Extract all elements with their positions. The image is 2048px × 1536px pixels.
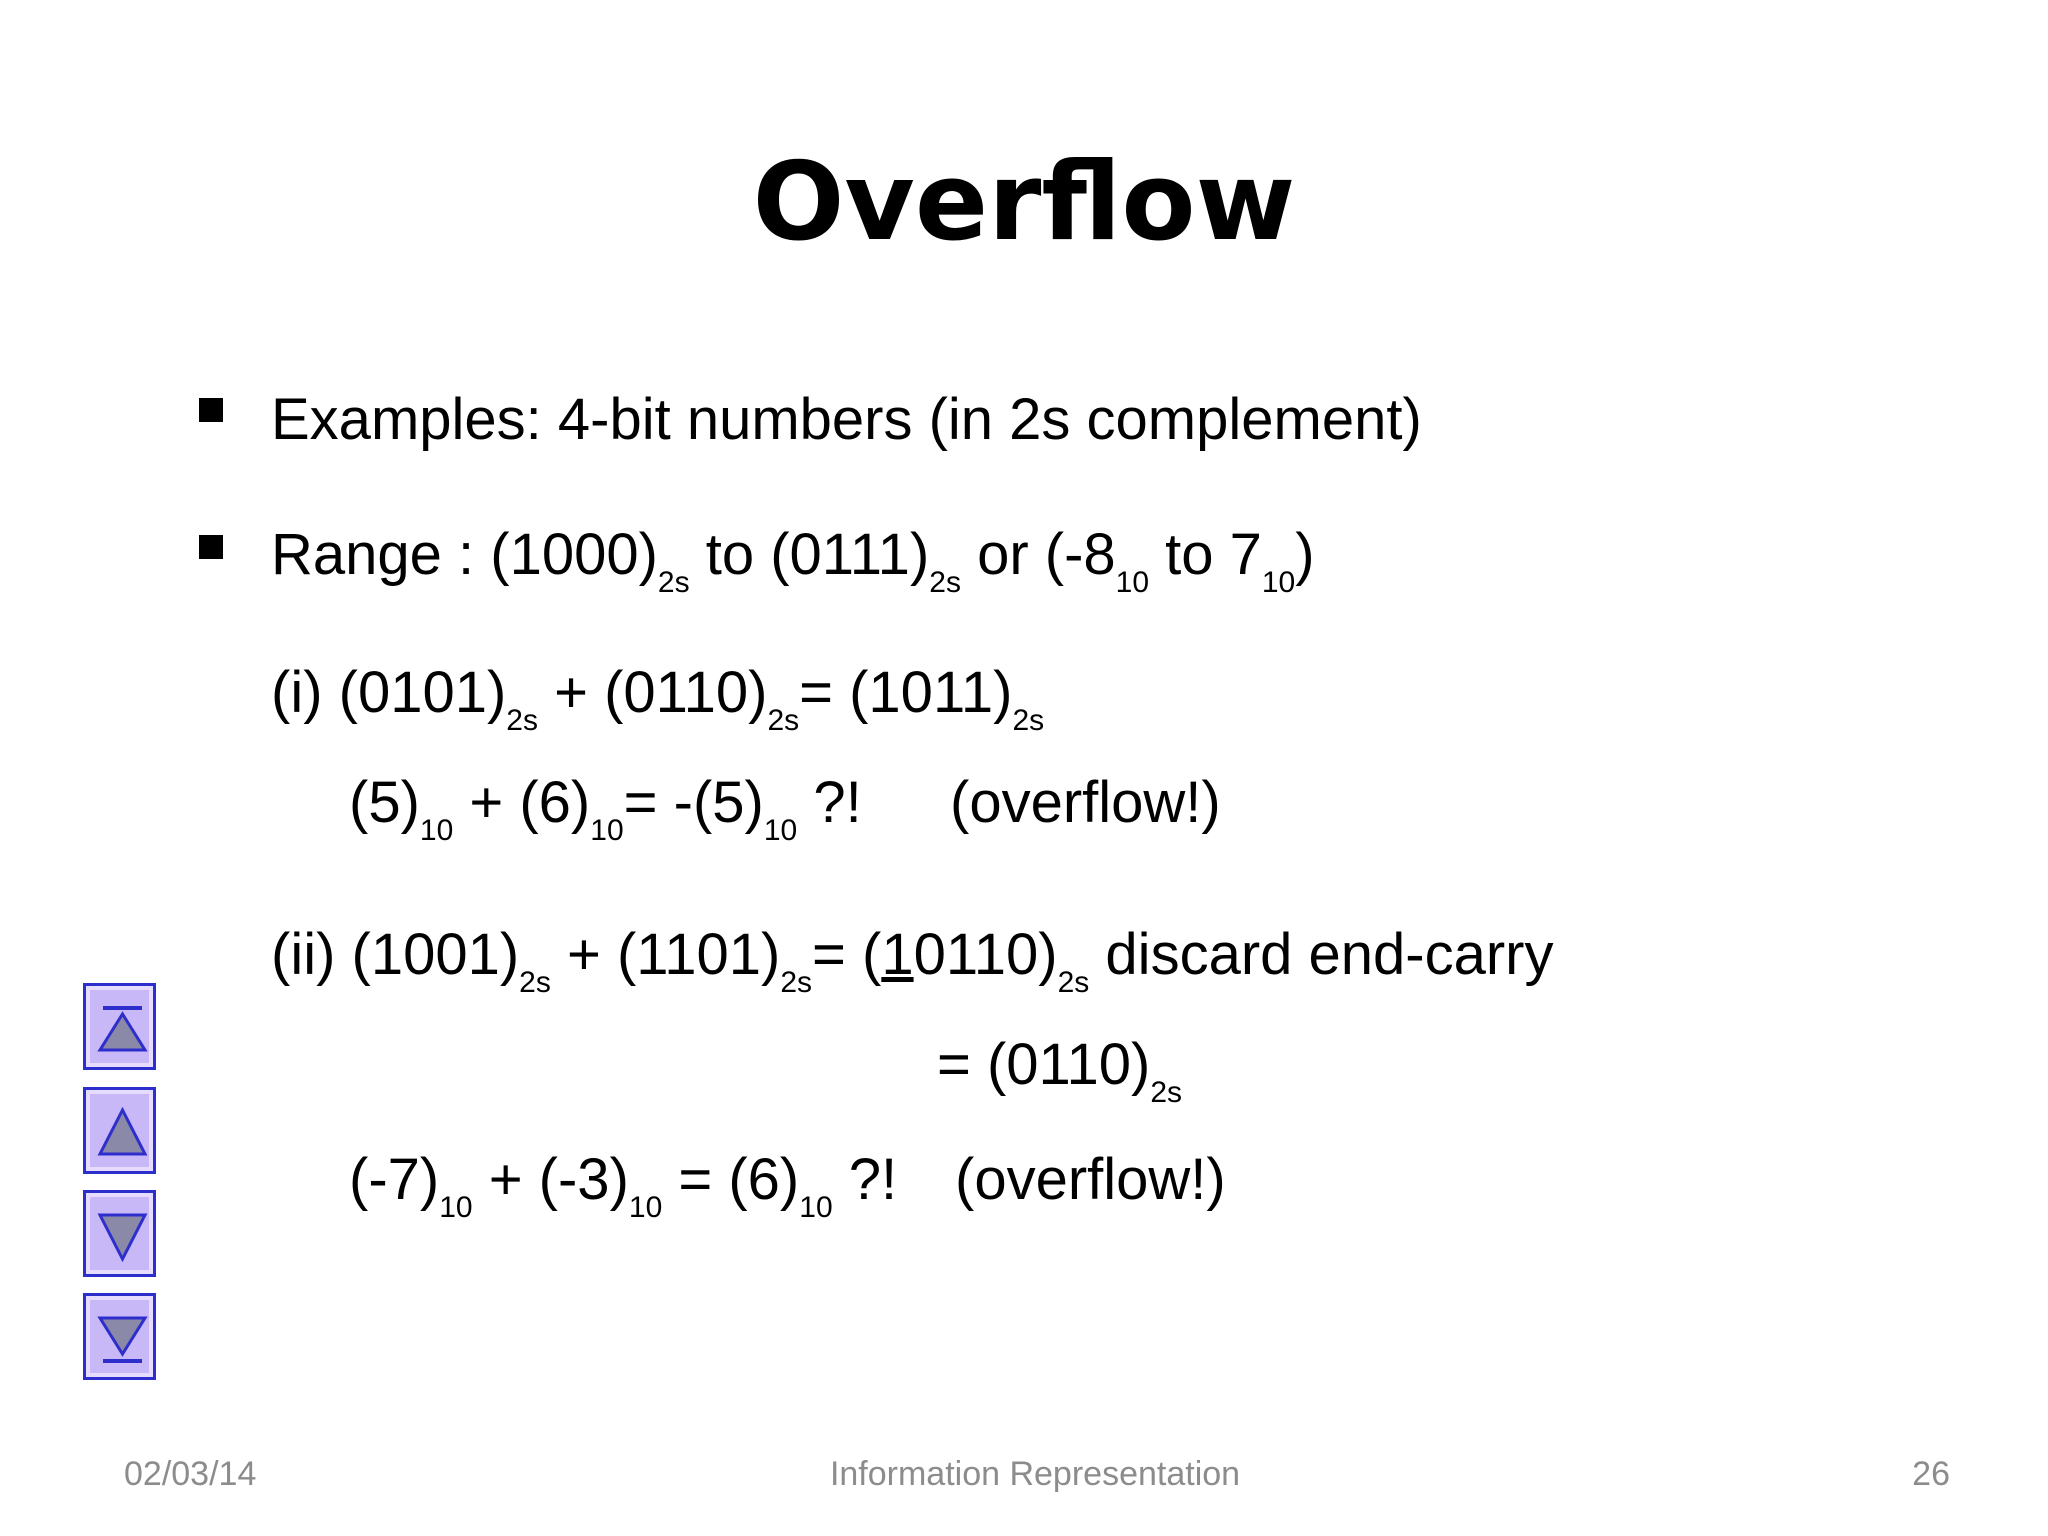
eq-subscript: 10 [763,814,798,847]
eq-subscript: 2s [506,704,538,737]
next-slide-button[interactable] [83,1190,156,1277]
end-carry-digit: 1 [881,922,914,987]
eq-text: + (0110) [537,660,768,725]
bullet-examples: Examples: 4-bit numbers (in 2s complement) [271,387,1422,452]
eq-subscript: 10 [590,814,624,847]
range-text: to 7 [1149,522,1262,587]
overflow-note: (overflow!) [955,1147,1226,1212]
slide-title: Overflow [752,140,1296,265]
bullet-marker [199,398,223,422]
range-subscript: 2s [657,566,690,599]
last-slide-icon [86,1296,159,1383]
eq-subscript: 2s [780,966,812,999]
eq-text: + (-3) [472,1147,629,1212]
range-text: ) [1295,522,1315,587]
eq-text: = ( [812,922,882,987]
up-triangle-icon [86,1090,159,1177]
example-ii-binary [271,920,1554,999]
eq-subscript: 10 [419,814,454,847]
example-ii-result [937,1030,1183,1109]
bullet-range [271,520,1315,599]
last-slide-button[interactable] [83,1293,156,1380]
eq-text: (i) (0101) [271,660,507,725]
footer-date: 02/03/14 [124,1455,257,1493]
footer-title: Information Representation [829,1455,1241,1493]
range-subscript: 10 [1261,566,1296,599]
range-text: or (-8 [960,522,1116,587]
eq-text: = (6) [662,1147,800,1212]
range-text: Range : (1000) [271,522,658,587]
example-ii-decimal [349,1145,898,1224]
range-subscript: 2s [929,566,961,599]
eq-subscript: 2s [519,966,551,999]
down-triangle-icon [86,1193,159,1280]
range-text: to (0111) [689,522,930,587]
eq-subscript: 2s [1150,1076,1183,1109]
eq-subscript: 2s [767,704,800,737]
eq-text: 0110) [913,922,1058,987]
eq-text: + (6) [453,770,591,835]
example-i-binary [271,658,1045,737]
eq-text: (ii) (1001) [271,922,520,987]
eq-subscript: 2s [1012,704,1045,737]
previous-slide-button[interactable] [83,1087,156,1174]
eq-text: = (0110) [937,1032,1151,1097]
eq-text: = -(5) [623,770,764,835]
eq-subscript: 2s [1057,966,1090,999]
first-slide-icon [86,986,159,1073]
first-slide-button[interactable] [83,983,156,1070]
bullet-marker [199,535,223,559]
eq-subscript: 10 [439,1191,473,1224]
eq-text: ?! [832,1147,898,1212]
eq-text: + (1101) [550,922,781,987]
eq-text: (-7) [349,1147,440,1212]
eq-subscript: 10 [799,1191,833,1224]
range-subscript: 10 [1115,566,1150,599]
eq-subscript: 10 [628,1191,663,1224]
example-i-decimal [349,768,862,847]
eq-text: discard end-carry [1089,922,1554,987]
eq-text: ?! [797,770,862,835]
eq-text: = (1011) [799,660,1013,725]
eq-text: (5) [349,770,420,835]
footer-page-number: 26 [1912,1455,1950,1493]
overflow-note: (overflow!) [950,770,1221,835]
